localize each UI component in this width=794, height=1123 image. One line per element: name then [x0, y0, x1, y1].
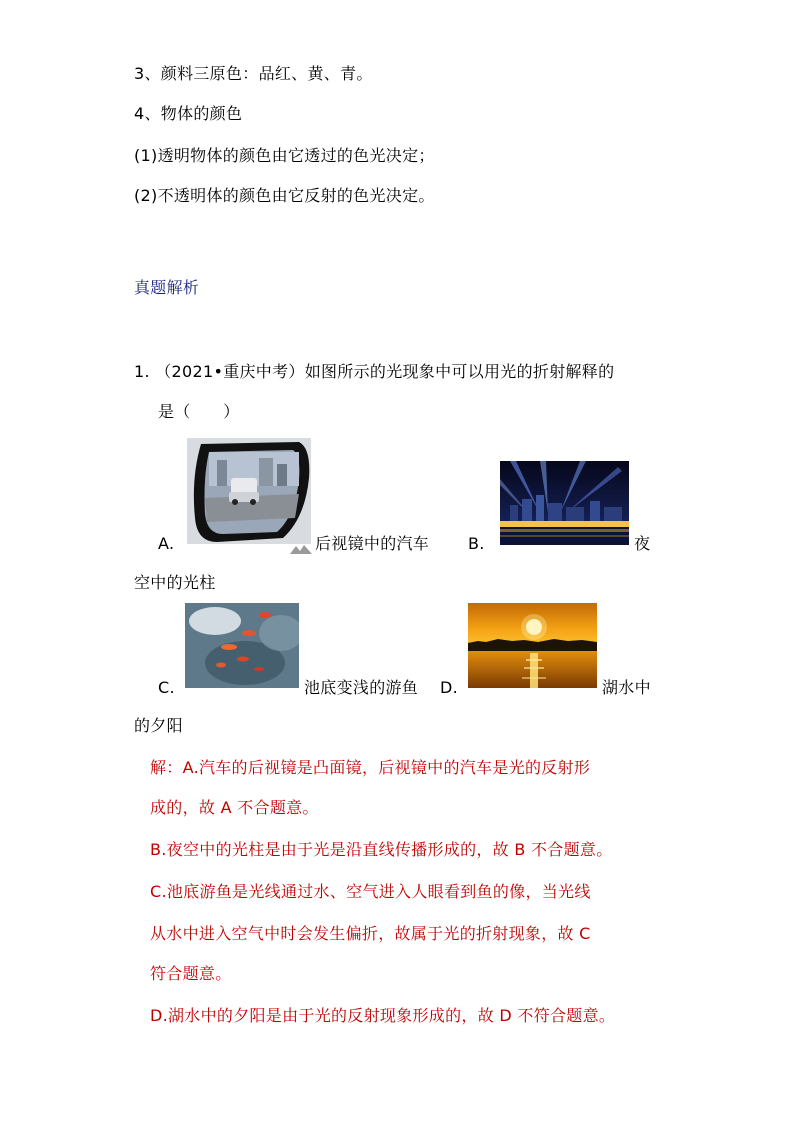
option-a-text: 后视镜中的汽车 — [315, 534, 430, 553]
option-b-text-1: 夜 — [634, 534, 651, 553]
answer-d: D.湖水中的夕阳是由于光的反射现象形成的，故 D 不符合题意。 — [150, 1006, 616, 1025]
question-stem-line2: 是（ ） — [158, 402, 240, 421]
point-3: 3、颜料三原色：品红、黄、青。 — [134, 64, 373, 83]
option-c-text: 池底变浅的游鱼 — [304, 678, 419, 697]
answer-a-line2: 成的，故 A 不合题意。 — [150, 798, 319, 817]
option-d-image — [468, 603, 597, 688]
option-d-text-1: 湖水中 — [602, 678, 651, 697]
answer-a-line1: 解：A.汽车的后视镜是凸面镜，后视镜中的汽车是光的反射形 — [150, 758, 591, 777]
option-b-image — [500, 461, 629, 545]
point-4: 4、物体的颜色 — [134, 104, 243, 123]
answer-c-line3: 符合题意。 — [150, 964, 232, 983]
option-c-image — [185, 603, 299, 688]
answer-b: B.夜空中的光柱是由于光是沿直线传播形成的，故 B 不合题意。 — [150, 840, 613, 859]
option-a-letter: A. — [158, 534, 175, 553]
option-c-letter: C. — [158, 678, 175, 697]
option-a-image — [187, 438, 311, 544]
point-4-1: (1)透明物体的颜色由它透过的色光决定； — [134, 146, 435, 165]
question-stem-line1: 1. （2021•重庆中考）如图所示的光现象中可以用光的折射解释的 — [134, 362, 615, 381]
option-b-text-2: 空中的光柱 — [134, 573, 216, 592]
answer-c-line2: 从水中进入空气中时会发生偏折，故属于光的折射现象，故 C — [150, 924, 591, 943]
option-b-letter: B. — [468, 534, 485, 553]
section-title: 真题解析 — [134, 278, 200, 297]
option-d-letter: D. — [440, 678, 459, 697]
option-d-text-2: 的夕阳 — [134, 716, 183, 735]
answer-c-line1: C.池底游鱼是光线通过水、空气进入人眼看到鱼的像，当光线 — [150, 882, 591, 901]
tiny-mountain-icon — [290, 539, 312, 558]
point-4-2: (2)不透明体的颜色由它反射的色光决定。 — [134, 186, 435, 205]
